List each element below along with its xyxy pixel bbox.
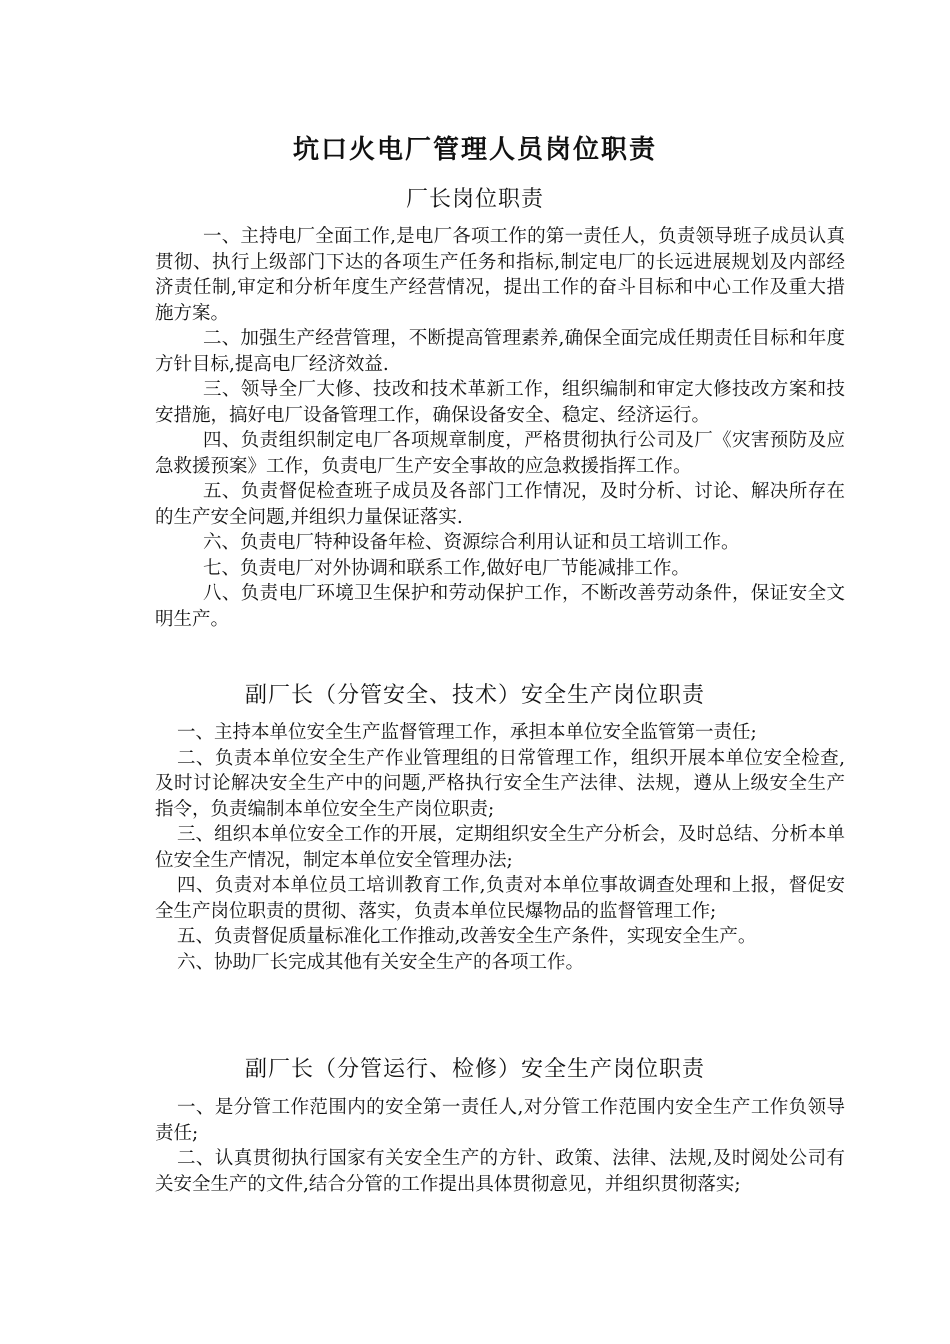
paragraph: 四、负责组织制定电厂各项规章制度，严格贯彻执行公司及厂《灾害预防及应急救援预案》工作，负责电厂生产安全事故的应急救援指挥工作。 (155, 430, 845, 477)
paragraph: 六、负责电厂特种设备年检、资源综合利用认证和员工培训工作。 (203, 532, 740, 553)
paragraph: 五、负责督促质量标准化工作推动,改善安全生产条件，实现安全生产。 (177, 926, 757, 947)
paragraph: 六、协助厂长完成其他有关安全生产的各项工作。 (177, 951, 585, 973)
section-body-director (155, 224, 845, 632)
section-heading-director: 厂长岗位职责 (405, 187, 544, 212)
paragraph: 八、负责电厂环境卫生保护和劳动保护工作，不断改善劳动条件，保证安全文明生产。 (155, 583, 845, 630)
paragraph: 二、负责本单位安全生产作业管理组的日常管理工作，组织开展本单位安全检查,及时讨论解决安全生产中的问题,严格执行安全生产法律、法规，遵从上级安全生产指令，负责编制本单位安全生产岗位职责; (155, 747, 845, 820)
paragraph: 三、领导全厂大修、技改和技术革新工作，组织编制和审定大修技改方案和技安措施，搞好电厂设备管理工作，确保设备安全、稳定、经济运行。 (155, 379, 845, 426)
paragraph: 五、负责督促检查班子成员及各部门工作情况，及时分析、讨论、解决所存在的生产安全问题,并组织力量保证落实. (155, 481, 845, 528)
section-body-deputy-safety (155, 720, 845, 975)
paragraph: 一、主持本单位安全生产监督管理工作，承担本单位安全监管第一责任; (177, 722, 757, 743)
paragraph: 七、负责电厂对外协调和联系工作,做好电厂节能减排工作。 (203, 557, 690, 579)
paragraph: 三、组织本单位安全工作的开展，定期组织安全生产分析会，及时总结、分析本单位安全生产情况，制定本单位安全管理办法; (155, 824, 845, 871)
section-heading-deputy-operations: 副厂长（分管运行、检修）安全生产岗位职责 (244, 1057, 705, 1082)
section-heading-deputy-safety: 副厂长（分管安全、技术）安全生产岗位职责 (244, 683, 705, 708)
paragraph: 一、是分管工作范围内的安全第一责任人,对分管工作范围内安全生产工作负领导责任; (155, 1097, 845, 1144)
paragraph: 一、主持电厂全面工作,是电厂各项工作的第一责任人，负责领导班子成员认真贯彻、执行上级部门下达的各项生产任务和指标,制定电厂的长远进展规划及内部经济责任制,审定和分析年度生产经营情况，提出工作的奋斗目标和中心工作及重大措施方案。 (155, 226, 845, 324)
section-body-deputy-operations (155, 1095, 845, 1197)
paragraph: 二、认真贯彻执行国家有关安全生产的方针、政策、法律、法规,及时阅处公司有关安全生产的文件,结合分管的工作提出具体贯彻意见，并组织贯彻落实; (155, 1148, 845, 1195)
document-title: 坑口火电厂管理人员岗位职责 (292, 135, 657, 165)
paragraph: 二、加强生产经营管理，不断提高管理素养,确保全面完成任期责任目标和年度方针目标,提高电厂经济效益. (155, 328, 845, 375)
paragraph: 四、负责对本单位员工培训教育工作,负责对本单位事故调查处理和上报，督促安全生产岗位职责的贯彻、落实，负责本单位民爆物品的监督管理工作; (155, 875, 845, 922)
